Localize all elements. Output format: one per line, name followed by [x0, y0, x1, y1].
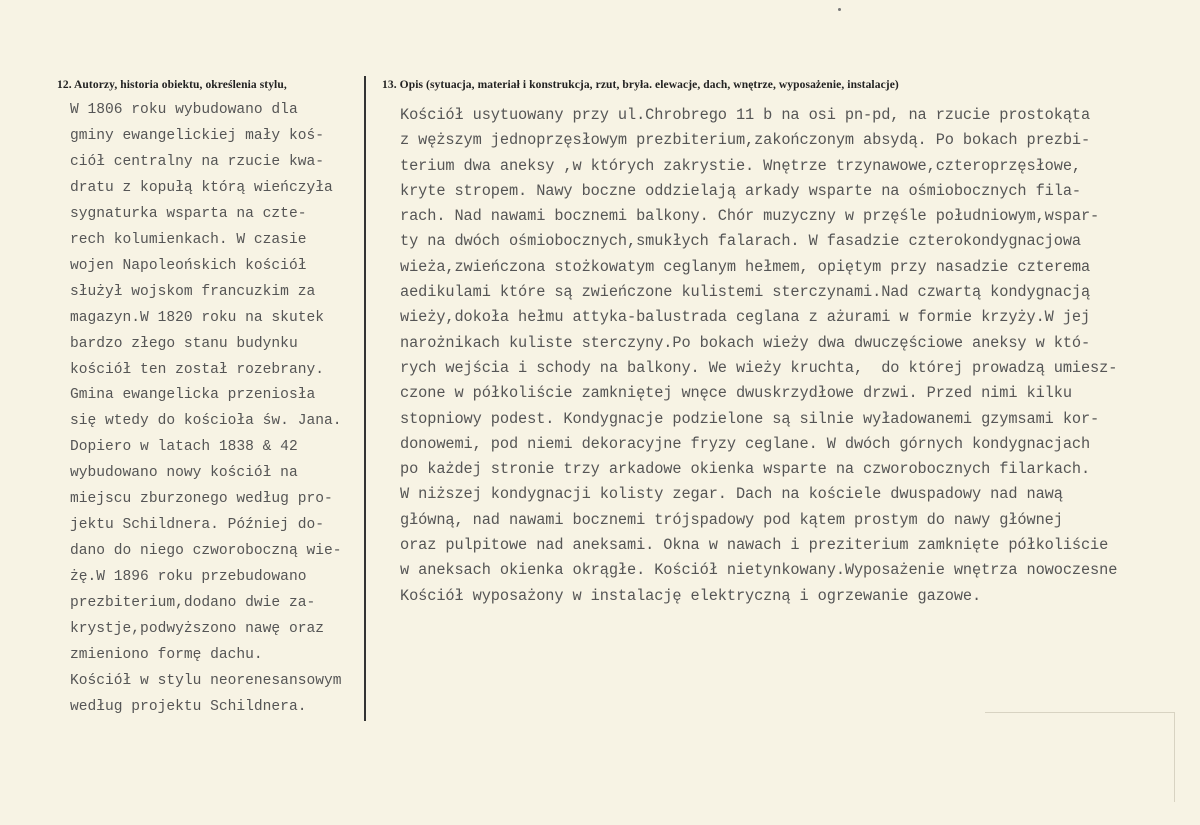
- history-text-line: prezbiterium,dodano dwie za-: [70, 595, 316, 612]
- history-text-line: zmieniono formę dachu.: [70, 647, 263, 664]
- description-text-line: główną, nad nawami bocznemi trójspadowy pod kątem prostym do nawy głównej: [400, 510, 1063, 529]
- history-text-line: miejscu zburzonego według pro-: [70, 491, 333, 508]
- history-text-line: ciół centralny na rzucie kwa-: [70, 153, 324, 170]
- description-text-line: stopniowy podest. Kondygnacje podzielone są silnie wyładowanemi gzymsami kor-: [400, 409, 1100, 428]
- history-text-line: dano do niego czworoboczną wie-: [70, 543, 342, 560]
- history-text-line: żę.W 1896 roku przebudowano: [70, 569, 307, 586]
- paper-speck: [838, 8, 841, 11]
- section-12-heading: 12. Autorzy, historia obiektu, określenia stylu,: [57, 79, 287, 91]
- description-text-line: wieży,dokoła hełmu attyka-balustrada ceglana z ażurami w formie krzyży.W jej: [400, 308, 1091, 327]
- history-text-line: Gmina ewangelicka przeniosła: [70, 387, 316, 404]
- description-text-line: z węższym jednoprzęsłowym prezbiterium,zakończonym absydą. Po bokach prezbi-: [400, 131, 1091, 150]
- history-text-line: krystje,podwyższono nawę oraz: [70, 621, 324, 638]
- description-text-line: donowemi, pod niemi dekoracyjne fryzy ceglane. W dwóch górnych kondygnacjach: [400, 434, 1091, 453]
- faint-box-top: [985, 712, 1175, 713]
- section-13-heading: 13. Opis (sytuacja, materiał i konstrukcja, rzut, bryła. elewacje, dach, wnętrze, wyposażenie, instalacje): [382, 79, 899, 91]
- description-text-line: po każdej stronie trzy arkadowe okienka wsparte na czworobocznych filarkach.: [400, 460, 1091, 479]
- history-text-line: wojen Napoleońskich kościół: [70, 257, 307, 274]
- history-text-line: wybudowano nowy kościół na: [70, 465, 298, 482]
- description-text-line: Kościół wyposażony w instalację elektryczną i ogrzewanie gazowe.: [400, 586, 982, 605]
- history-text-line: dratu z kopułą którą wieńczyła: [70, 179, 333, 196]
- history-text-line: według projektu Schildnera.: [70, 698, 307, 715]
- history-text-line: gminy ewangelickiej mały koś-: [70, 127, 324, 144]
- column-divider: [364, 76, 366, 721]
- description-text-line: rych wejścia i schody na balkony. We wieży kruchta, do której prowadzą umiesz-: [400, 358, 1118, 377]
- history-text-line: kościół ten został rozebrany.: [70, 361, 324, 378]
- description-text-line: Kościół usytuowany przy ul.Chrobrego 11 b na osi pn-pd, na rzucie prostokąta: [400, 106, 1091, 124]
- description-text-line: wieża,zwieńczona stożkowatym ceglanym hełmem, opiętym przy nasadzie czterema: [400, 257, 1091, 276]
- description-text-line: narożnikach kuliste sterczyny.Po bokach wieży dwa dwuczęściowe aneksy w któ-: [400, 333, 1091, 352]
- history-text-line: Dopiero w latach 1838 & 42: [70, 439, 298, 456]
- history-text-line: Kościół w stylu neorenesansowym: [70, 672, 342, 689]
- faint-box-right: [1174, 712, 1175, 802]
- history-text-line: sygnaturka wsparta na czte-: [70, 205, 307, 222]
- section-12-text: [70, 98, 342, 721]
- description-text-line: terium dwa aneksy ,w których zakrystie. Wnętrze trzynawowe,czteroprzęsłowe,: [400, 156, 1081, 175]
- history-text-line: rech kolumienkach. W czasie: [70, 231, 307, 248]
- history-text-line: jektu Schildnera. Później do-: [70, 517, 324, 534]
- history-text-line: W 1806 roku wybudowano dla: [70, 102, 298, 118]
- history-text-line: służył wojskom francuzkim za: [70, 283, 316, 300]
- description-text-line: w aneksach okienka okrągłe. Kościół nietynkowany.Wyposażenie wnętrza nowoczesne: [400, 561, 1118, 580]
- description-text-line: czone w półkoliście zamkniętej wnęce dwuskrzydłowe drzwi. Przed nimi kilku: [400, 384, 1072, 403]
- description-text-line: ty na dwóch ośmiobocznych,smukłych falarach. W fasadzie czterokondygnacjowa: [400, 232, 1081, 251]
- description-text-line: W niższej kondygnacji kolisty zegar. Dach na kościele dwuspadowy nad nawą: [400, 485, 1063, 504]
- description-text-line: rach. Nad nawami bocznemi balkony. Chór muzyczny w przęśle południowym,wspar-: [400, 207, 1100, 226]
- section-13-text: [400, 103, 1117, 609]
- history-text-line: bardzo złego stanu budynku: [70, 335, 298, 352]
- description-text-line: kryte stropem. Nawy boczne oddzielają arkady wsparte na ośmiobocznych fila-: [400, 181, 1081, 200]
- description-text-line: oraz pulpitowe nad aneksami. Okna w nawach i preziterium zamknięte półkoliście: [400, 536, 1109, 555]
- description-text-line: aedikulami które są zwieńczone kulistemi sterczynami.Nad czwartą kondygnacją: [400, 283, 1091, 302]
- history-text-line: się wtedy do kościoła św. Jana.: [70, 413, 342, 430]
- history-text-line: magazyn.W 1820 roku na skutek: [70, 309, 324, 326]
